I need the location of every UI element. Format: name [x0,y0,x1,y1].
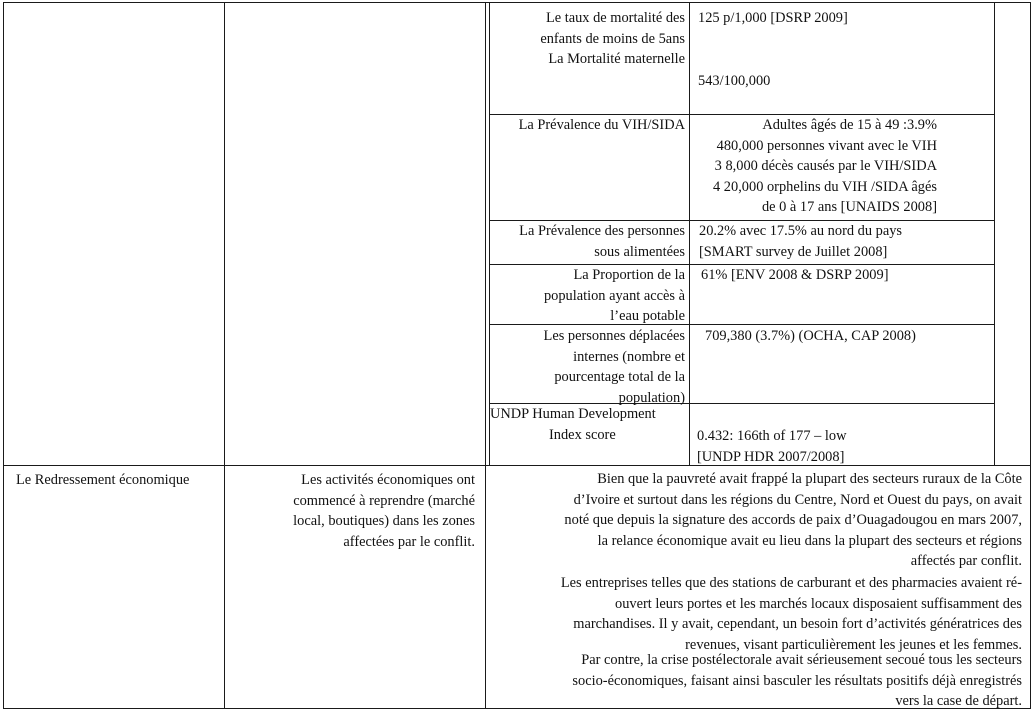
value-text: 125 p/1,000 [DSRP 2009] [698,10,848,26]
value-text: 709,380 (3.7%) (OCHA, CAP 2008) [705,328,916,344]
value-text: 20.2% avec 17.5% au nord du pays [SMART survey de Juillet 2008] [699,223,903,260]
outer-cell-summary-top [224,2,486,466]
indicator-text: La Prévalence des personnes sous alimentées [519,223,685,260]
value-text: 543/100,000 [698,73,771,89]
details-paragraph-2: Les entreprises telles que des stations de carburant et des pharmacies avaient ré- ouvert leurs portes et les marchés locaux disposaient suffisamment des marchandises. Il y avait, cependant, un besoin fort d’activités génératrices des revenues, visant particulièrement les jeunes et les femmes. [560,575,1022,653]
value-text: 0.432: 166th of 177 – low [UNDP HDR 2007/2008] [697,428,847,465]
sector-cell [3,465,225,709]
indicator-text: Le taux de mortalité des enfants de moins de 5ans La Mortalité maternelle [540,10,685,68]
details-paragraph-1: Bien que la pauvreté avait frappé la plupart des secteurs ruraux de la Côte d’Ivoire et surtout dans les régions du Centre, Nord et Ouest du pays, on avait noté que depuis la signature des accords de paix d’Ouagadougou en mars 2007, la relance économique avait eu lieu dans la plupart des secteurs et régions affectés par conflit. [564,471,1022,570]
indicator-text: La Prévalence du VIH/SIDA [518,117,685,133]
value-text: Adultes âgés de 15 à 49 :3.9% 480,000 personnes vivant avec le VIH 3 8,000 décès causés par le VIH/SIDA 4 20,000 orphelins du VIH /SIDA âgés de 0 à 17 ans [UNAIDS 2008] [713,117,937,216]
details-paragraph-3: Par contre, la crise postélectorale avait sérieusement secoué tous les secteurs socio-économiques, faisant ainsi basculer les résultats positifs déjà enregistrés vers la case de départ. [572,652,1022,710]
indicator-text: Les personnes déplacées internes (nombre et pourcentage total de la population) [543,328,685,406]
indicator-text: UNDP Human Development Index score [490,406,656,443]
sector-label: Le Redressement économique [16,472,190,488]
outer-cell-sector-top [3,2,225,466]
value-text: 61% [ENV 2008 & DSRP 2009] [701,267,889,283]
indicator-text: La Proportion de la population ayant accès à l’eau potable [543,267,685,325]
summary-text: Les activités économiques ont commencé à reprendre (marché local, boutiques) dans les zones affectées par le conflit. [293,472,475,550]
